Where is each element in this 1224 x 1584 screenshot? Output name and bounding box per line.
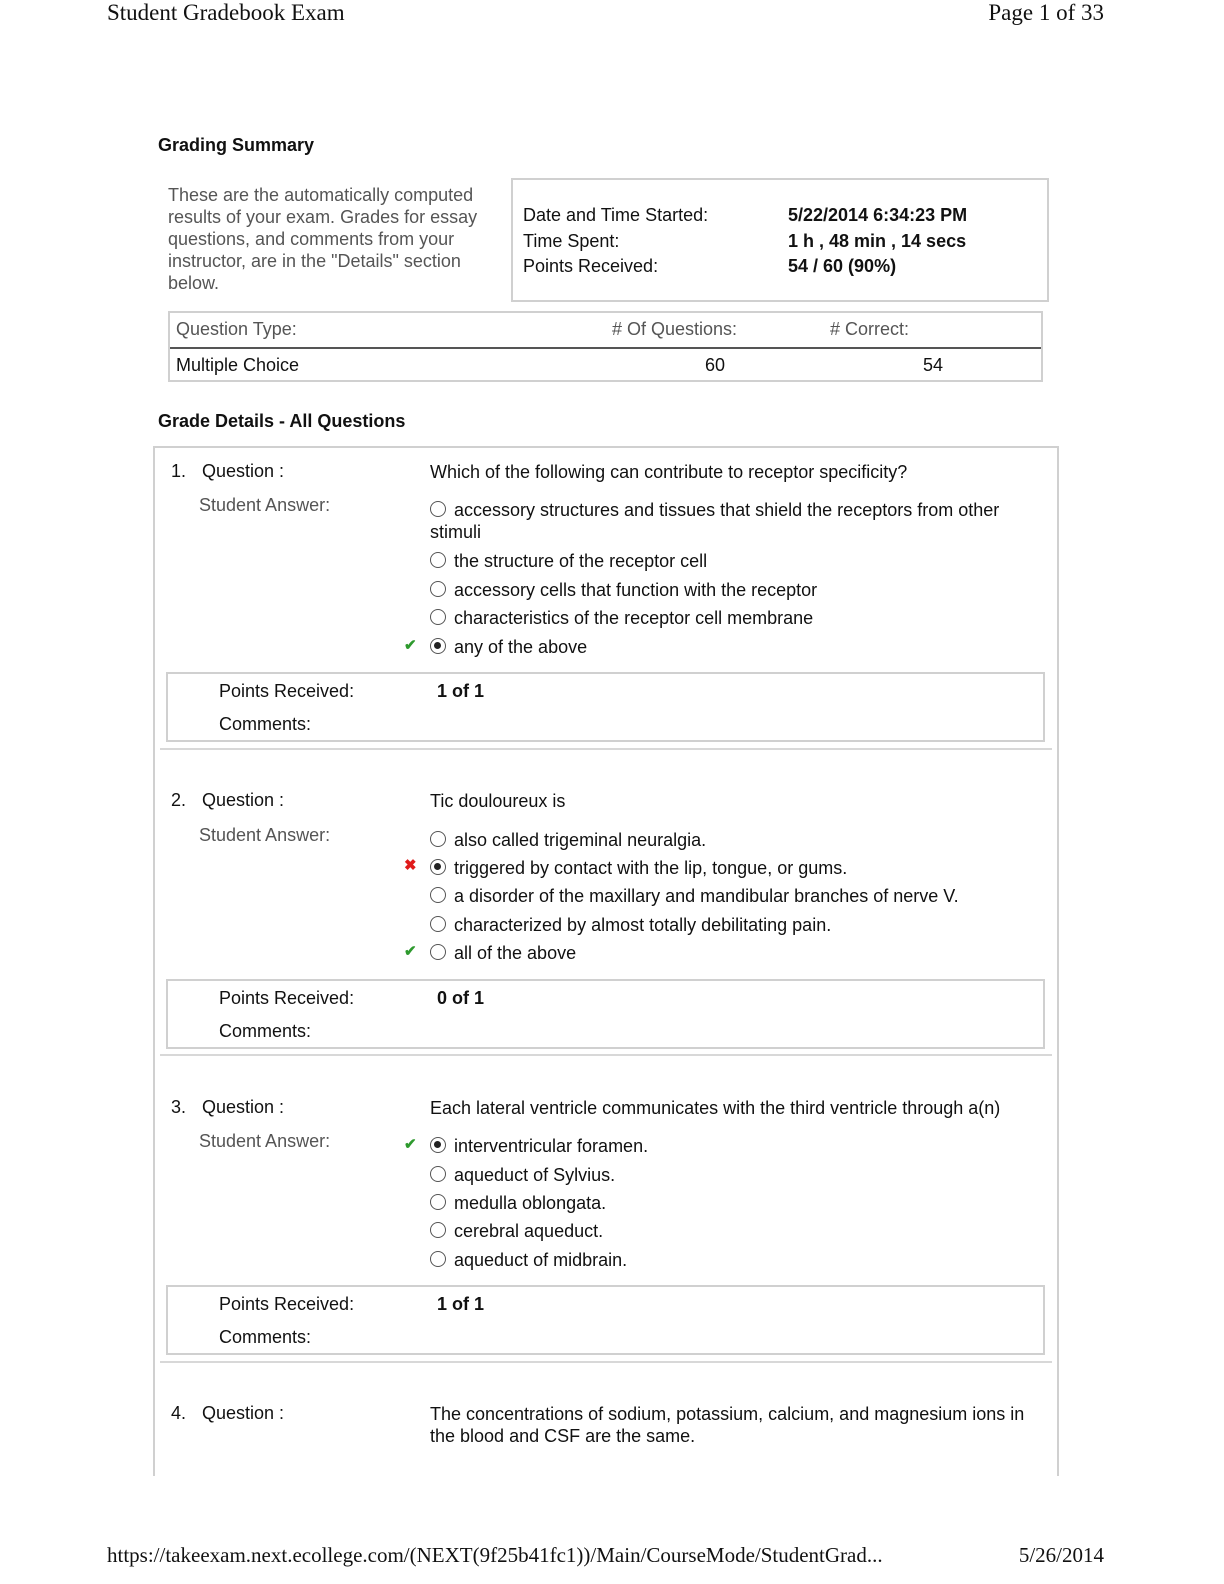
option-text: cerebral aqueduct.	[454, 1221, 604, 1241]
grading-summary-title: Grading Summary	[158, 135, 315, 155]
question-text: The concentrations of sodium, potassium, calcium, and magnesium ions in the blood and CSF are the same.	[430, 1404, 1025, 1446]
page-header-title: Student Gradebook Exam	[107, 0, 345, 25]
radio-button	[430, 501, 446, 517]
summary-intro: These are the automatically computed results of your exam. Grades for essay questions, and comments from your instructor, are in the "Details" section below.	[168, 185, 478, 293]
answer-option	[430, 1164, 615, 1186]
points-label: Points Received:	[523, 256, 659, 276]
question-divider	[160, 1361, 1052, 1363]
started-value: 5/22/2014 6:34:23 PM	[788, 205, 968, 225]
comments-label: Comments:	[219, 1327, 312, 1347]
answer-option	[430, 885, 959, 907]
answer-option	[430, 914, 831, 936]
student-answer-label: Student Answer:	[199, 495, 331, 515]
points-box	[166, 1285, 1045, 1355]
question-label: Question :	[202, 790, 285, 810]
question-number: 2.	[171, 790, 187, 810]
question-number: 1.	[171, 461, 187, 481]
question-divider	[160, 748, 1052, 750]
radio-button	[430, 1251, 446, 1267]
footer-date: 5/26/2014	[1018, 1543, 1104, 1567]
question-number: 4.	[171, 1403, 187, 1423]
header-divider	[170, 347, 1041, 349]
radio-button	[430, 887, 446, 903]
option-text: all of the above	[454, 943, 577, 963]
question-label: Question :	[202, 1403, 285, 1423]
answer-option	[430, 550, 707, 572]
option-text: interventricular foramen.	[454, 1136, 649, 1156]
check-icon: ✔	[404, 1136, 417, 1153]
comments-label: Comments:	[219, 1021, 312, 1041]
radio-button	[430, 916, 446, 932]
check-icon: ✔	[404, 637, 417, 654]
comments-label: Comments:	[219, 714, 312, 734]
summary-box	[511, 178, 1049, 302]
cell-correct: 54	[923, 355, 944, 375]
radio-button	[430, 1222, 446, 1238]
option-text: accessory cells that function with the receptor	[454, 580, 818, 600]
radio-button	[430, 552, 446, 568]
option-text: medulla oblongata.	[454, 1193, 607, 1213]
points-received-value: 0 of 1	[437, 988, 485, 1008]
answer-option	[430, 636, 587, 658]
question-label: Question :	[202, 461, 285, 481]
cell-type: Multiple Choice	[176, 355, 300, 375]
option-text: accessory structures and tissues that shield the receptors from other stimuli	[430, 500, 1000, 542]
question-divider	[160, 1054, 1052, 1056]
answer-option	[430, 857, 847, 879]
footer-url: https://takeexam.next.ecollege.com/(NEXT(9f25b41fc1))/Main/CourseMode/StudentGrad...	[107, 1543, 883, 1567]
question-label: Question :	[202, 1097, 285, 1117]
question-number: 3.	[171, 1097, 187, 1117]
answer-option	[430, 607, 813, 629]
cell-count: 60	[705, 355, 726, 375]
student-answer-label: Student Answer:	[199, 1131, 331, 1151]
option-text: characterized by almost totally debilitating pain.	[454, 915, 832, 935]
option-text: also called trigeminal neuralgia.	[454, 830, 707, 850]
points-value: 54 / 60 (90%)	[788, 256, 897, 276]
points-box	[166, 672, 1045, 742]
radio-button-selected	[430, 1137, 446, 1153]
x-icon: ✖	[404, 857, 417, 874]
question-text: Each lateral ventricle communicates with the third ventricle through a(n)	[430, 1098, 1001, 1118]
radio-button	[430, 1166, 446, 1182]
answer-option	[430, 499, 1030, 543]
radio-button	[430, 831, 446, 847]
option-text: a disorder of the maxillary and mandibular branches of nerve V.	[454, 886, 959, 906]
points-received-label: Points Received:	[219, 988, 355, 1008]
answer-option	[430, 829, 706, 851]
radio-button-selected	[430, 859, 446, 875]
option-text: aqueduct of midbrain.	[454, 1250, 628, 1270]
grade-details-title: Grade Details - All Questions	[158, 411, 406, 431]
points-received-value: 1 of 1	[437, 1294, 485, 1314]
question-text: Tic douloureux is	[430, 791, 566, 811]
points-received-label: Points Received:	[219, 681, 355, 701]
radio-button	[430, 581, 446, 597]
option-text: the structure of the receptor cell	[454, 551, 708, 571]
check-icon: ✔	[404, 943, 417, 960]
points-box	[166, 979, 1045, 1049]
question-text: Which of the following can contribute to receptor specificity?	[430, 462, 908, 482]
col-header-correct: # Correct:	[830, 319, 910, 339]
points-received-value: 1 of 1	[437, 681, 485, 701]
page-number: Page 1 of 33	[988, 0, 1104, 25]
radio-button	[430, 1194, 446, 1210]
radio-button-selected	[430, 638, 446, 654]
question-type-table	[168, 311, 1043, 382]
radio-button	[430, 944, 446, 960]
time-spent-value: 1 h , 48 min , 14 secs	[788, 231, 967, 251]
option-text: characteristics of the receptor cell membrane	[454, 608, 814, 628]
answer-option	[430, 579, 817, 601]
radio-button	[430, 609, 446, 625]
col-header-count: # Of Questions:	[612, 319, 738, 339]
time-spent-label: Time Spent:	[523, 231, 620, 251]
option-text: triggered by contact with the lip, tongue, or gums.	[454, 858, 848, 878]
option-text: any of the above	[454, 637, 588, 657]
col-header-type: Question Type:	[176, 319, 297, 339]
answer-option	[430, 1220, 603, 1242]
answer-option	[430, 1135, 648, 1157]
answer-option	[430, 942, 576, 964]
answer-option	[430, 1192, 606, 1214]
points-received-label: Points Received:	[219, 1294, 355, 1314]
started-label: Date and Time Started:	[523, 205, 709, 225]
student-answer-label: Student Answer:	[199, 825, 331, 845]
answer-option	[430, 1249, 627, 1271]
option-text: aqueduct of Sylvius.	[454, 1165, 616, 1185]
